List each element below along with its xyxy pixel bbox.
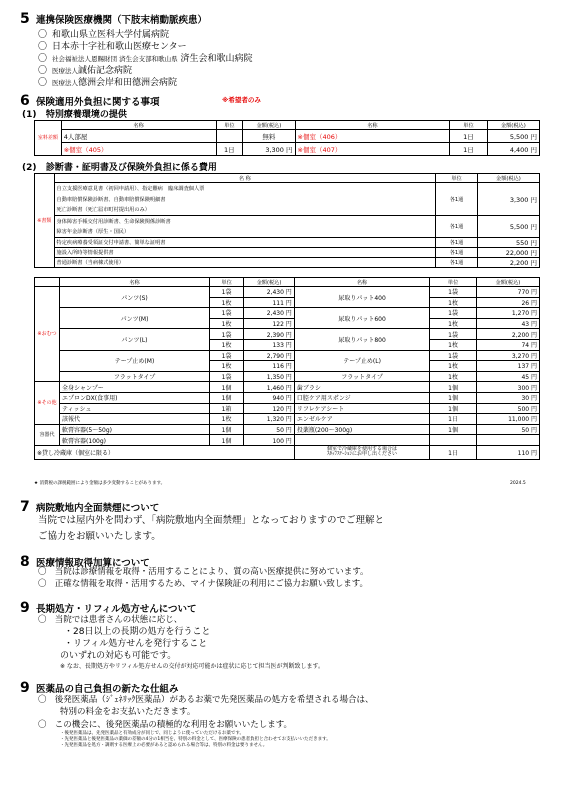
omutsu-side-label: ※おむつ (35, 287, 60, 382)
s9b-note-2: ・先発医薬品と後発医薬品の薬価の差額の4分の1相当を、特別の料金として、医療保険の患者負担と合わせてお支払いいただきます。 (60, 737, 331, 742)
s5-item-5: 〇 医療法人德洲会岸和田德洲会病院 (38, 78, 178, 88)
room-fee-table (34, 120, 540, 156)
section7-title: 7 病院敷地内全面禁煙について (20, 499, 160, 515)
table-row: 1枚 133 円 1枚 74 円 (35, 339, 540, 350)
th-unit-1: 単位 (216, 121, 243, 130)
s5-item-1: 〇 和歌山県立医科大学付属病院 (38, 30, 170, 40)
th-sup-unit-2: 単位 (430, 278, 477, 287)
s9a-line-4: のいずれの対応も可能です。 (60, 651, 177, 661)
th-sup-unit-1: 単位 (210, 278, 244, 287)
table-row: フラットタイプ 1袋 1,350 円 フラットタイプ 1枚 45 円 (35, 371, 540, 382)
table-row: ※その他 全身シャンプー 1個 1,460 円 歯ブラシ 1個 300 円 (35, 382, 540, 393)
th-name-2: 名称 (295, 121, 450, 130)
fridge-price: 110 円 (476, 445, 539, 459)
th-sup-price-2: 金額(税込) (476, 278, 539, 287)
th-sup-name-1: 名称 (60, 278, 210, 287)
s6-sub1: (1) 特別療養環境の提供 (22, 110, 127, 120)
fridge-unit: 1日 (430, 445, 477, 459)
s9a-line-1: 〇 当院では患者さんの状態に応じ、 (38, 615, 183, 625)
th-doc-unit: 単位 (436, 174, 478, 183)
fridge-note: 個室で冷蔵庫を使用する場合は ｽﾀｯﾌｽﾃｰｼｮﾝにお申し出ください (294, 445, 430, 459)
th-sup-name-2: 名称 (294, 278, 430, 287)
s5-item-3: 〇 社会福祉法人恩賜財団 済生会支部和歌山県 済生会和歌山病院 (38, 54, 253, 64)
section6-title: 6 保険適用外負担に関する事項 (20, 93, 160, 109)
table-row: 該報代 1枚 1,320 円 エンゼルケア 1日 11,000 円 (35, 414, 540, 425)
s7-text-2: ご協力をお願いいたします。 (38, 531, 161, 542)
s6-note: ※希望者のみ (222, 96, 261, 104)
table-row: 施設入所時等情報提供書 各1通 22,000 円 (35, 248, 540, 258)
table-footnote: ★ 消費税の課税範囲により金額は多少変動することがあります。 (34, 481, 166, 486)
s6-sub2: (2) 診断書・証明書及び保険外負担に係る費用 (22, 163, 217, 173)
s9a-line-2: ・28日以上の長期の処方を行うこと (64, 627, 211, 637)
th-doc-price: 金額(税込) (477, 174, 539, 183)
th-doc-name: 名 称 (54, 174, 436, 183)
room-fee-side-label: 室料差額 (35, 121, 62, 156)
th-unit-2: 単位 (450, 121, 487, 130)
s7-text-1: 当院では屋内外を問わず、「病院敷地内全面禁煙」となっておりますのでご理解と (38, 515, 384, 526)
s9b-note-1: ・後発医薬品は、先発医薬品と有効成分が同じで、同じように使っていただけるお薬です。 (60, 731, 245, 736)
table-row: テープ止め(M) 1袋 2,790 円 テープ止め(L) 1袋 3,270 円 (35, 350, 540, 361)
supplies-fee-table (34, 277, 540, 460)
s5-item-4: 〇 医療法人誠佑記念病院 (38, 66, 133, 76)
table-row: 容器代 軟膏容器(5～50g) 1個 50 円 投薬瓶(200～300g) 1個 50 円 (35, 424, 540, 435)
s9b-line-1: 〇 後発医薬品（ｼﾞｪﾈﾘｯｸ医薬品）があるお薬で先発医薬品の処方を希望される場合は、 (38, 695, 374, 705)
table-row: 障害年金診断書（厚生・国民） (35, 227, 540, 238)
table-row: ティッシュ 1箱 120 円 リフレケアシート 1個 500 円 (35, 403, 540, 414)
section9b-title: 9 医薬品の自己負担の新たな仕組み (20, 680, 179, 696)
table-row (35, 445, 540, 459)
table-row: 軟膏容器(100g) 1個 100 円 (35, 435, 540, 446)
table-row: エプロンDX(食事用) 1個 940 円 口腔ケア用スポンジ 1個 30 円 (35, 392, 540, 403)
table-row: ※個室（405） 1日 3,300 円 ※個室（407） 1日 4,400 円 (35, 143, 540, 156)
table-row: 自立支援医療意見書（初回申請用）、指定難病 臨床調査個人票 各1通 3,300 円 (35, 183, 540, 194)
youki-side-label: 容器代 (35, 424, 60, 445)
s9b-note-3: ・先発医薬品を処方・調剤する医療上の必要があると認められる場合等は、特別の料金は要りません。 (60, 743, 268, 748)
th-price-1: 金額(税込) (243, 121, 295, 130)
table-row: 1枚 111 円 1枚 26 円 (35, 297, 540, 308)
table-row: 特定疾病療養受領証交付申請書、簡単な証明書 各1通 550 円 (35, 238, 540, 248)
s5-item-2: 〇 日本赤十字社和歌山医療センター (38, 42, 187, 52)
s9b-line-2: 特別の料金をお支払いただきます。 (60, 707, 196, 717)
sonota-side-label: ※その他 (35, 382, 60, 424)
table-row: 死亡診断書（死亡届市町村提出用のみ） (35, 205, 540, 216)
table-row: パンツ(L) 1袋 2,390 円 尿取りパット800 1袋 2,200 円 (35, 329, 540, 340)
th-price-2: 金額(税込) (487, 121, 539, 130)
section5-title: 5 連携保険医療機関（下肢末梢動脈疾患） (20, 11, 208, 27)
section9a-title: 9 長期処方・リフィル処方せんについて (20, 600, 197, 616)
section8-title: 8 医療情報取得加算について (20, 554, 150, 570)
s8-bullet-2: 〇 正確な情報を取得・活用するため、マイナ保険証の利用にご協力お願い致します。 (38, 579, 369, 589)
s9a-line-5: ※ なお、長期処方やリフィル処方せんの交付が対応可能かは症状に応じて担当医が判断致します。 (60, 663, 324, 670)
s8-bullet-1: 〇 当院は診療情報を取得・活用することにより、質の高い医療提供に努めています。 (38, 567, 369, 577)
table-row: 普通診断書（当病棟式使用） 各1通 2,200 円 (35, 258, 540, 268)
table-row: 4人部屋 無料 ※個室（406） 1日 5,500 円 (35, 130, 540, 143)
fridge-label: ※貸し冷蔵庫（個室に限る） (35, 445, 295, 459)
table-row: 自動車賠償保険診断書、自動車賠償保険明細書 (35, 194, 540, 205)
table-row: パンツ(M) 1袋 2,430 円 尿取りパット600 1袋 1,270 円 (35, 308, 540, 319)
s9b-line-3: 〇 この機会に、後発医薬品の積極的な利用をお願いいたします。 (38, 720, 293, 730)
th-sup-price-1: 金額(税込) (244, 278, 295, 287)
table-row: 身体障害手帳交付用診断書、生命保険関係診断書 各1通 5,500 円 (35, 216, 540, 227)
table-row: 1枚 122 円 1枚 43 円 (35, 318, 540, 329)
th-name-1: 名称 (61, 121, 216, 130)
documents-fee-table (34, 173, 540, 268)
table-row: ※おむつ パンツ(S) 1袋 2,430 円 尿取りパット400 1袋 770 円 (35, 287, 540, 298)
table-year: 2024.5 (510, 481, 526, 486)
documents-side-label: ※書類 (35, 174, 55, 268)
s9a-line-3: ・リフィル処方せんを発行すること (64, 639, 208, 649)
table-row: 1枚 116 円 1枚 137 円 (35, 361, 540, 372)
